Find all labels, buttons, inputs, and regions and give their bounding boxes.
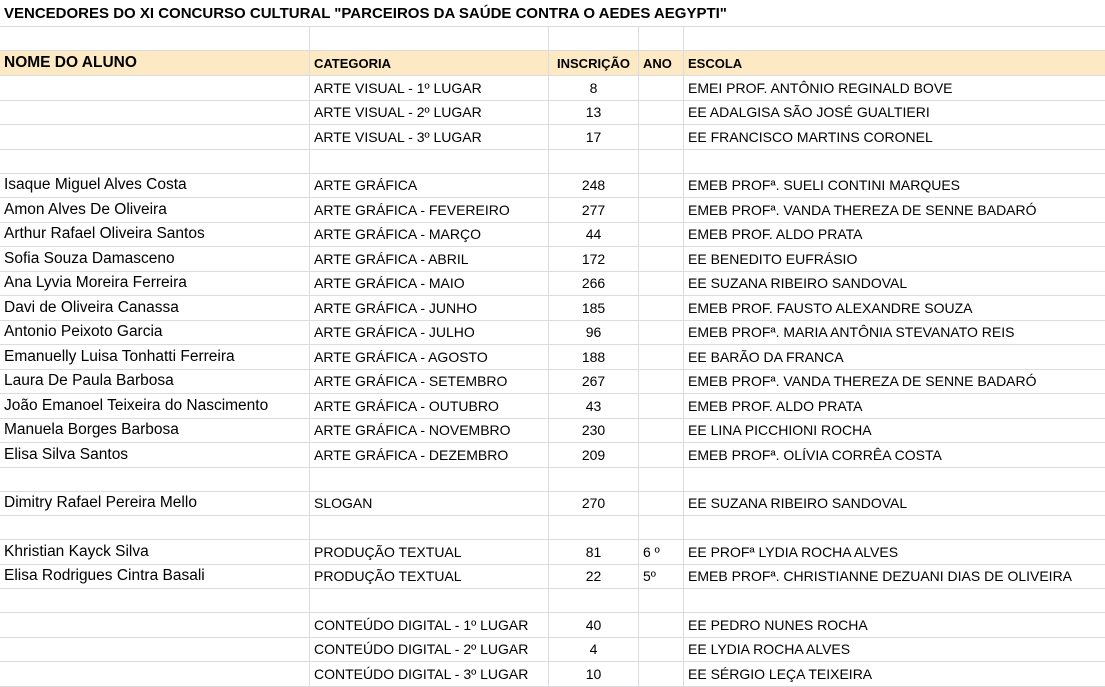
cell-inscricao[interactable]: 96 [549,321,639,345]
cell-categoria[interactable]: ARTE GRÁFICA - SETEMBRO [310,370,549,394]
cell-ano[interactable] [639,345,684,369]
cell-nome[interactable] [0,638,310,662]
cell-inscricao[interactable]: 10 [549,662,639,686]
cell-nome[interactable]: Laura De Paula Barbosa [0,370,310,394]
table-row [0,345,1105,370]
cell-categoria[interactable]: ARTE GRÁFICA - JULHO [310,321,549,345]
table-row [0,125,1105,150]
cell-escola[interactable]: EE BARÃO DA FRANCA [688,348,844,365]
cell-ano[interactable] [639,101,684,125]
cell-ano[interactable] [639,394,684,418]
cell-nome[interactable]: Manuela Borges Barbosa [0,419,310,443]
cell-escola[interactable]: EMEI PROF. ANTÔNIO REGINALD BOVE [688,79,953,96]
cell-ano[interactable] [639,174,684,198]
cell[interactable] [549,27,639,50]
table-row [0,613,1105,638]
cell-ano[interactable] [639,419,684,443]
cell-escola[interactable]: EMEB PROFª. SUELI CONTINI MARQUES [688,177,960,194]
cell-ano[interactable] [639,76,684,100]
cell-nome[interactable]: Sofia Souza Damasceno [0,247,310,271]
cell-escola[interactable] [684,589,1105,612]
cell-categoria[interactable]: CONTEÚDO DIGITAL - 3º LUGAR [310,662,549,686]
cell-escola[interactable]: EE BENEDITO EUFRÁSIO [688,250,858,267]
header-inscricao[interactable]: INSCRIÇÃO [549,51,639,75]
cell-categoria[interactable]: ARTE GRÁFICA - FEVEREIRO [310,198,549,222]
cell-categoria[interactable]: ARTE GRÁFICA - NOVEMBRO [310,419,549,443]
cell-escola[interactable]: EE PEDRO NUNES ROCHA [688,616,868,633]
cell-nome[interactable] [0,516,310,539]
cell-ano[interactable]: 5º [639,565,684,589]
table-row [0,198,1105,223]
cell-inscricao[interactable]: 248 [549,174,639,198]
cell-ano[interactable] [639,321,684,345]
header-row [0,51,1105,76]
cell-inscricao[interactable]: 4 [549,638,639,662]
cell-escola[interactable]: EE SÉRGIO LEÇA TEIXEIRA [688,665,873,682]
cell-escola[interactable] [684,468,1105,491]
table-row [0,321,1105,346]
cell-inscricao[interactable]: 43 [549,394,639,418]
cell-inscricao[interactable]: 267 [549,370,639,394]
cell-inscricao[interactable]: 81 [549,540,639,564]
cell-nome[interactable] [0,125,310,149]
blank-row [0,27,1105,51]
cell-nome[interactable]: Ana Lyvia Moreira Ferreira [0,272,310,296]
table-body [0,76,1105,687]
cell-escola[interactable]: EMEB PROFª. MARIA ANTÔNIA STEVANATO REIS [688,324,1015,341]
cell-nome[interactable]: Elisa Rodrigues Cintra Basali [0,565,310,589]
cell[interactable] [639,27,684,50]
cell-escola[interactable]: EE ADALGISA SÃO JOSÉ GUALTIERI [688,104,930,121]
cell-categoria[interactable]: ARTE GRÁFICA - OUTUBRO [310,394,549,418]
cell-ano[interactable]: 6 º [639,540,684,564]
cell-categoria[interactable]: ARTE VISUAL - 1º LUGAR [310,76,549,100]
cell-categoria[interactable]: ARTE GRÁFICA - ABRIL [310,247,549,271]
cell-categoria[interactable]: CONTEÚDO DIGITAL - 1º LUGAR [310,613,549,637]
cell-nome[interactable] [0,101,310,125]
cell-ano[interactable] [639,272,684,296]
cell[interactable] [684,27,1105,50]
cell-nome[interactable]: Khristian Kayck Silva [0,540,310,564]
cell-nome[interactable]: Isaque Miguel Alves Costa [0,174,310,198]
cell-ano[interactable] [639,516,684,539]
cell-inscricao[interactable]: 209 [549,443,639,467]
cell-categoria[interactable]: SLOGAN [310,492,549,516]
cell-inscricao[interactable]: 40 [549,613,639,637]
cell-inscricao[interactable]: 44 [549,223,639,247]
table-row [0,101,1105,126]
table-row [0,419,1105,444]
cell-nome[interactable]: Amon Alves De Oliveira [0,198,310,222]
cell-ano[interactable] [639,223,684,247]
cell-categoria[interactable] [310,468,549,491]
cell-nome[interactable] [0,76,310,100]
cell-nome[interactable]: Emanuelly Luisa Tonhatti Ferreira [0,345,310,369]
cell-ano[interactable] [639,198,684,222]
cell-categoria[interactable]: ARTE GRÁFICA [310,174,549,198]
cell-escola[interactable]: EMEB PROF. ALDO PRATA [688,226,863,243]
cell-escola[interactable]: EMEB PROF. ALDO PRATA [688,397,863,414]
cell-ano[interactable] [639,443,684,467]
cell-inscricao[interactable]: 13 [549,101,639,125]
header-ano[interactable]: ANO [639,51,684,75]
blank-row [0,589,1105,613]
cell-categoria[interactable]: PRODUÇÃO TEXTUAL [310,540,549,564]
cell-inscricao[interactable] [549,468,639,491]
cell-escola[interactable]: EE LYDIA ROCHA ALVES [688,641,851,658]
cell-escola[interactable]: EMEB PROFª. VANDA THEREZA DE SENNE BADARÓ [688,201,1037,218]
table-row [0,443,1105,468]
blank-row [0,468,1105,492]
cell[interactable] [0,27,310,50]
table-row [0,296,1105,321]
table-row [0,540,1105,565]
header-escola[interactable]: ESCOLA [688,55,743,71]
cell-nome[interactable]: Arthur Rafael Oliveira Santos [0,223,310,247]
table-row [0,76,1105,101]
cell-ano[interactable] [639,370,684,394]
cell-inscricao[interactable]: 8 [549,76,639,100]
cell-escola[interactable] [684,150,1105,173]
cell-categoria[interactable]: ARTE GRÁFICA - MAIO [310,272,549,296]
cell-escola[interactable]: EMEB PROF. FAUSTO ALEXANDRE SOUZA [688,299,973,316]
cell-escola[interactable] [684,516,1105,539]
cell-escola[interactable]: EE SUZANA RIBEIRO SANDOVAL [688,495,908,512]
cell-categoria[interactable] [310,150,549,173]
cell-inscricao[interactable]: 266 [549,272,639,296]
cell-nome[interactable]: João Emanoel Teixeira do Nascimento [0,394,310,418]
cell-escola[interactable]: EMEB PROFª. CHRISTIANNE DEZUANI DIAS DE OLIVEIRA [688,568,1073,585]
table-row [0,370,1105,395]
cell-escola[interactable]: EMEB PROFª. VANDA THEREZA DE SENNE BADARÓ [688,373,1037,390]
table-row [0,638,1105,663]
cell-nome[interactable]: Dimitry Rafael Pereira Mello [0,492,310,516]
cell-categoria[interactable]: PRODUÇÃO TEXTUAL [310,565,549,589]
cell-categoria[interactable]: CONTEÚDO DIGITAL - 2º LUGAR [310,638,549,662]
cell-nome[interactable]: Elisa Silva Santos [0,443,310,467]
table-row [0,272,1105,297]
cell-inscricao[interactable]: 277 [549,198,639,222]
cell-inscricao[interactable] [549,150,639,173]
cell-categoria[interactable] [310,516,549,539]
cell-inscricao[interactable] [549,516,639,539]
cell-escola[interactable]: EE SUZANA RIBEIRO SANDOVAL [688,275,908,292]
cell-ano[interactable] [639,150,684,173]
cell-escola[interactable]: EMEB PROFª. OLÍVIA CORRÊA COSTA [688,446,942,463]
cell-categoria[interactable] [310,589,549,612]
cell-inscricao[interactable]: 188 [549,345,639,369]
cell-ano[interactable] [639,589,684,612]
cell-ano[interactable] [639,492,684,516]
cell-ano[interactable] [639,662,684,686]
table-row [0,394,1105,419]
cell-inscricao[interactable]: 22 [549,565,639,589]
cell-nome[interactable]: Antonio Peixoto Garcia [0,321,310,345]
cell-inscricao[interactable]: 185 [549,296,639,320]
cell-inscricao[interactable] [549,589,639,612]
cell-nome[interactable] [0,150,310,173]
blank-row [0,516,1105,540]
cell-categoria[interactable]: ARTE VISUAL - 2º LUGAR [310,101,549,125]
cell-nome[interactable] [0,613,310,637]
cell-inscricao[interactable]: 17 [549,125,639,149]
cell-categoria[interactable]: ARTE GRÁFICA - AGOSTO [310,345,549,369]
header-categoria[interactable]: CATEGORIA [310,51,549,75]
cell-inscricao[interactable]: 230 [549,419,639,443]
cell-nome[interactable] [0,662,310,686]
cell-inscricao[interactable]: 172 [549,247,639,271]
table-row [0,174,1105,199]
blank-row [0,150,1105,174]
cell[interactable] [310,27,549,50]
table-row [0,492,1105,517]
cell-nome[interactable]: Davi de Oliveira Canassa [0,296,310,320]
cell-categoria[interactable]: ARTE VISUAL - 3º LUGAR [310,125,549,149]
cell-ano[interactable] [639,296,684,320]
cell-categoria[interactable]: ARTE GRÁFICA - DEZEMBRO [310,443,549,467]
cell-escola[interactable]: EE PROFª LYDIA ROCHA ALVES [688,543,899,560]
table-row [0,223,1105,248]
header-nome[interactable]: NOME DO ALUNO [0,51,310,75]
cell-categoria[interactable]: ARTE GRÁFICA - MARÇO [310,223,549,247]
cell-escola[interactable]: EE FRANCISCO MARTINS CORONEL [688,128,933,145]
table-row [0,565,1105,590]
cell-ano[interactable] [639,247,684,271]
cell-categoria[interactable]: ARTE GRÁFICA - JUNHO [310,296,549,320]
cell-nome[interactable] [0,468,310,491]
cell-ano[interactable] [639,468,684,491]
cell-escola[interactable]: EE LINA PICCHIONI ROCHA [688,422,872,439]
cell-ano[interactable] [639,125,684,149]
table-row [0,247,1105,272]
sheet-title[interactable]: VENCEDORES DO XI CONCURSO CULTURAL "PARCEIROS DA SAÚDE CONTRA O AEDES AEGYPTI" [0,0,1105,27]
cell-ano[interactable] [639,613,684,637]
cell-nome[interactable] [0,589,310,612]
cell-inscricao[interactable]: 270 [549,492,639,516]
cell-ano[interactable] [639,638,684,662]
